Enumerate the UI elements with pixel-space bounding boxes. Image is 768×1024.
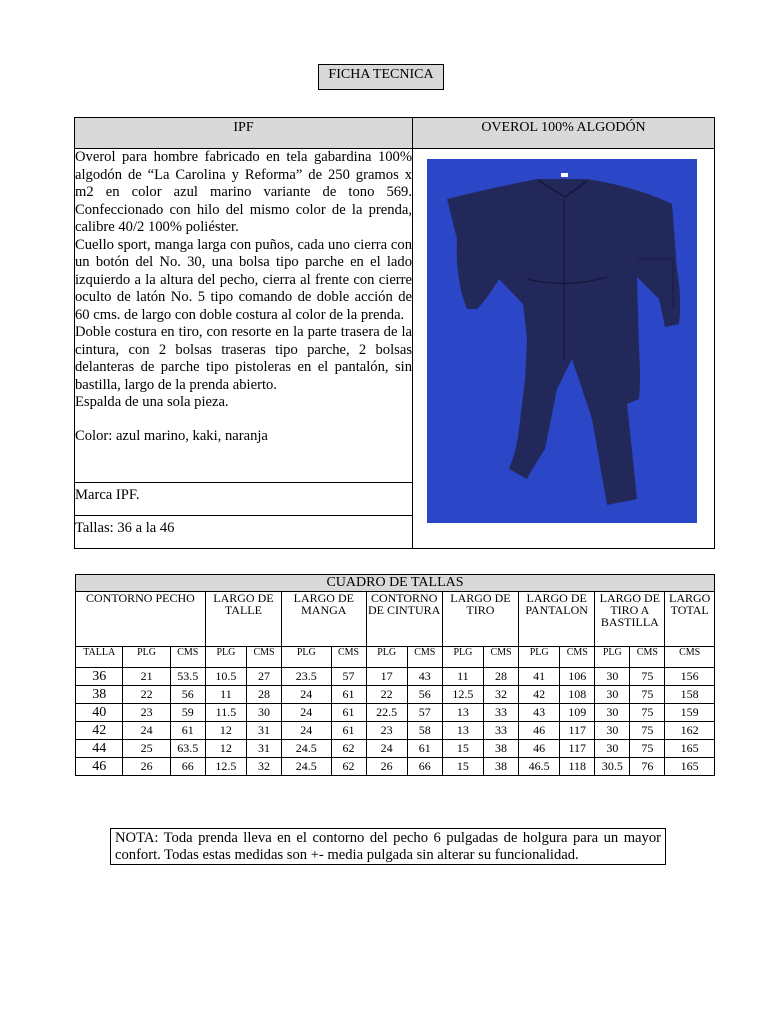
measurement-cell: 46 xyxy=(519,722,560,740)
table-row xyxy=(76,668,715,686)
table-row xyxy=(76,704,715,722)
table-row xyxy=(76,722,715,740)
measurement-cell: 30 xyxy=(595,686,630,704)
measurement-cell: 30.5 xyxy=(595,758,630,776)
measurement-cell: 12.5 xyxy=(442,686,483,704)
measurement-cell: 43 xyxy=(519,704,560,722)
measurement-cell: 11 xyxy=(442,668,483,686)
measurement-cell: 30 xyxy=(595,704,630,722)
measurement-cell: 22 xyxy=(366,686,407,704)
subheader-cell: PLG xyxy=(282,647,331,668)
product-header: OVEROL 100% ALGODÓN xyxy=(413,118,715,149)
subheader-cell: CMS xyxy=(170,647,205,668)
document-title: FICHA TECNICA xyxy=(318,64,444,90)
measurement-cell: 30 xyxy=(595,722,630,740)
category-pant-length: LARGO DE PANTALON xyxy=(519,592,595,647)
subheader-cell: PLG xyxy=(595,647,630,668)
measurement-cell: 61 xyxy=(331,686,366,704)
measurement-cell: 41 xyxy=(519,668,560,686)
measurement-cell: 106 xyxy=(560,668,595,686)
category-sleeve-length: LARGO DE MANGA xyxy=(282,592,366,647)
sizes-range-row xyxy=(75,516,413,549)
measurement-cell: 159 xyxy=(665,704,715,722)
measurement-cell: 33 xyxy=(484,704,519,722)
measurement-cell: 12.5 xyxy=(205,758,246,776)
measurement-cell: 24.5 xyxy=(282,758,331,776)
description-paragraph-construction: Cuello sport, manga larga con puños, cada uno cierra con un botón del No. 30, una bolsa tipo parche en el lado izquierdo a la altura del pecho, cierra al frente con cierre oculto de latón No. 5 tipo comando de doble acción de 60 cms. de largo con doble costura al color de la prenda. xyxy=(75,236,412,323)
measurement-cell: 32 xyxy=(484,686,519,704)
size-cell: 36 xyxy=(76,668,123,686)
measurement-cell: 75 xyxy=(630,722,665,740)
measurement-cell: 118 xyxy=(560,758,595,776)
description-paragraph-fabric: Overol para hombre fabricado en tela gabardina 100% algodón de “La Carolina y Reforma” de 250 gramos x m2 en color azul marino variante de tono 569. Confeccionado con hilo del mismo color de la prenda, calibre 40/2 100% poliéster. xyxy=(75,149,412,235)
measurement-cell: 158 xyxy=(665,686,715,704)
subheader-cell: PLG xyxy=(519,647,560,668)
measurement-cell: 42 xyxy=(519,686,560,704)
measurement-cell: 23 xyxy=(123,704,170,722)
measurement-cell: 56 xyxy=(170,686,205,704)
measurement-cell: 15 xyxy=(442,758,483,776)
measurement-cell: 46.5 xyxy=(519,758,560,776)
measurement-cell: 10.5 xyxy=(205,668,246,686)
brand-text: Marca IPF. xyxy=(75,487,140,503)
subheader-cell: PLG xyxy=(366,647,407,668)
measurement-cell: 23 xyxy=(366,722,407,740)
measurement-cell: 17 xyxy=(366,668,407,686)
brand-row xyxy=(75,483,413,516)
product-photo xyxy=(427,159,697,523)
size-chart-body xyxy=(76,668,715,776)
measurement-cell: 24.5 xyxy=(282,740,331,758)
subheader-cell: CMS xyxy=(247,647,282,668)
size-cell: 42 xyxy=(76,722,123,740)
measurement-cell: 75 xyxy=(630,740,665,758)
measurement-cell: 43 xyxy=(407,668,442,686)
category-torso-length: LARGO DE TALLE xyxy=(205,592,281,647)
measurement-cell: 33 xyxy=(484,722,519,740)
measurement-cell: 63.5 xyxy=(170,740,205,758)
measurement-cell: 61 xyxy=(407,740,442,758)
measurement-cell: 61 xyxy=(331,722,366,740)
measurement-cell: 24 xyxy=(366,740,407,758)
subheader-cell: TALLA xyxy=(76,647,123,668)
subheader-cell: CMS xyxy=(484,647,519,668)
product-photo-cell xyxy=(413,149,715,549)
measurement-cell: 66 xyxy=(407,758,442,776)
measurement-cell: 21 xyxy=(123,668,170,686)
measurement-cell: 27 xyxy=(247,668,282,686)
measurement-cell: 22.5 xyxy=(366,704,407,722)
measurement-cell: 12 xyxy=(205,740,246,758)
measurement-cell: 24 xyxy=(123,722,170,740)
measurement-cell: 165 xyxy=(665,740,715,758)
measurement-cell: 58 xyxy=(407,722,442,740)
measurement-cell: 61 xyxy=(170,722,205,740)
subheader-cell: CMS xyxy=(560,647,595,668)
subheader-cell: CMS xyxy=(407,647,442,668)
measurement-cell: 117 xyxy=(560,722,595,740)
table-row xyxy=(76,758,715,776)
subheader-cell: CMS xyxy=(665,647,715,668)
category-total-length: LARGO TOTAL xyxy=(665,592,715,647)
sizes-range-text: Tallas: 36 a la 46 xyxy=(75,520,175,536)
product-description xyxy=(75,149,413,483)
measurement-cell: 117 xyxy=(560,740,595,758)
measurement-cell: 23.5 xyxy=(282,668,331,686)
subheader-cell: CMS xyxy=(630,647,665,668)
measurement-cell: 13 xyxy=(442,704,483,722)
measurement-cell: 26 xyxy=(123,758,170,776)
measurement-cell: 57 xyxy=(407,704,442,722)
subheader-cell: CMS xyxy=(331,647,366,668)
measurement-cell: 38 xyxy=(484,740,519,758)
size-cell: 40 xyxy=(76,704,123,722)
measurement-cell: 75 xyxy=(630,704,665,722)
measurement-cell: 11.5 xyxy=(205,704,246,722)
subheader-cell: PLG xyxy=(442,647,483,668)
measurement-cell: 156 xyxy=(665,668,715,686)
measurement-cell: 59 xyxy=(170,704,205,722)
measurement-cell: 62 xyxy=(331,758,366,776)
category-chest: CONTORNO PECHO xyxy=(76,592,206,647)
measurement-cell: 25 xyxy=(123,740,170,758)
measurement-cell: 165 xyxy=(665,758,715,776)
measurement-cell: 32 xyxy=(247,758,282,776)
category-waist: CONTORNO DE CINTURA xyxy=(366,592,442,647)
description-paragraph-pants: Doble costura en tiro, con resorte en la parte trasera de la cintura, con 2 bolsas traseras tipo parche, 2 bolsas delanteras de parche tipo pistoleras en el pantalón, sin bastilla, largo de la prenda abierto. xyxy=(75,324,412,393)
measurement-cell: 11 xyxy=(205,686,246,704)
measurement-cell: 66 xyxy=(170,758,205,776)
size-chart-subheader-row xyxy=(76,647,715,668)
measurement-cell: 24 xyxy=(282,686,331,704)
subheader-cell: PLG xyxy=(123,647,170,668)
coverall-illustration xyxy=(427,159,697,523)
spec-table xyxy=(74,117,715,549)
measurement-cell: 31 xyxy=(247,740,282,758)
brand-header: IPF xyxy=(75,118,413,149)
measurement-cell: 13 xyxy=(442,722,483,740)
measurement-cell: 24 xyxy=(282,704,331,722)
measurement-cell: 61 xyxy=(331,704,366,722)
measurement-cell: 24 xyxy=(282,722,331,740)
description-paragraph-back: Espalda de una sola pieza. xyxy=(75,394,229,410)
measurement-cell: 38 xyxy=(484,758,519,776)
measurement-cell: 30 xyxy=(595,668,630,686)
measurement-cell: 53.5 xyxy=(170,668,205,686)
measurement-cell: 30 xyxy=(247,704,282,722)
measurement-cell: 108 xyxy=(560,686,595,704)
measurement-cell: 46 xyxy=(519,740,560,758)
measurement-cell: 57 xyxy=(331,668,366,686)
measurement-cell: 62 xyxy=(331,740,366,758)
measurement-cell: 15 xyxy=(442,740,483,758)
measurement-cell: 28 xyxy=(247,686,282,704)
measurement-cell: 75 xyxy=(630,686,665,704)
measurement-cell: 56 xyxy=(407,686,442,704)
measurement-cell: 75 xyxy=(630,668,665,686)
subheader-cell: PLG xyxy=(205,647,246,668)
size-cell: 44 xyxy=(76,740,123,758)
table-row xyxy=(76,740,715,758)
measurement-cell: 28 xyxy=(484,668,519,686)
measurement-cell: 76 xyxy=(630,758,665,776)
note-box: NOTA: Toda prenda lleva en el contorno del pecho 6 pulgadas de holgura para un mayor confort. Todas estas medidas son +- media pulgada sin alterar su funcionalidad. xyxy=(110,828,666,865)
measurement-cell: 109 xyxy=(560,704,595,722)
measurement-cell: 26 xyxy=(366,758,407,776)
measurement-cell: 30 xyxy=(595,740,630,758)
size-chart-table xyxy=(75,574,715,776)
size-chart-title: CUADRO DE TALLAS xyxy=(76,575,715,592)
measurement-cell: 31 xyxy=(247,722,282,740)
measurement-cell: 22 xyxy=(123,686,170,704)
size-cell: 38 xyxy=(76,686,123,704)
measurement-cell: 12 xyxy=(205,722,246,740)
category-rise: LARGO DE TIRO xyxy=(442,592,518,647)
category-rise-to-hem: LARGO DE TIRO A BASTILLA xyxy=(595,592,665,647)
measurement-cell: 162 xyxy=(665,722,715,740)
size-cell: 46 xyxy=(76,758,123,776)
color-options: Color: azul marino, kaki, naranja xyxy=(75,427,268,444)
table-row xyxy=(76,686,715,704)
